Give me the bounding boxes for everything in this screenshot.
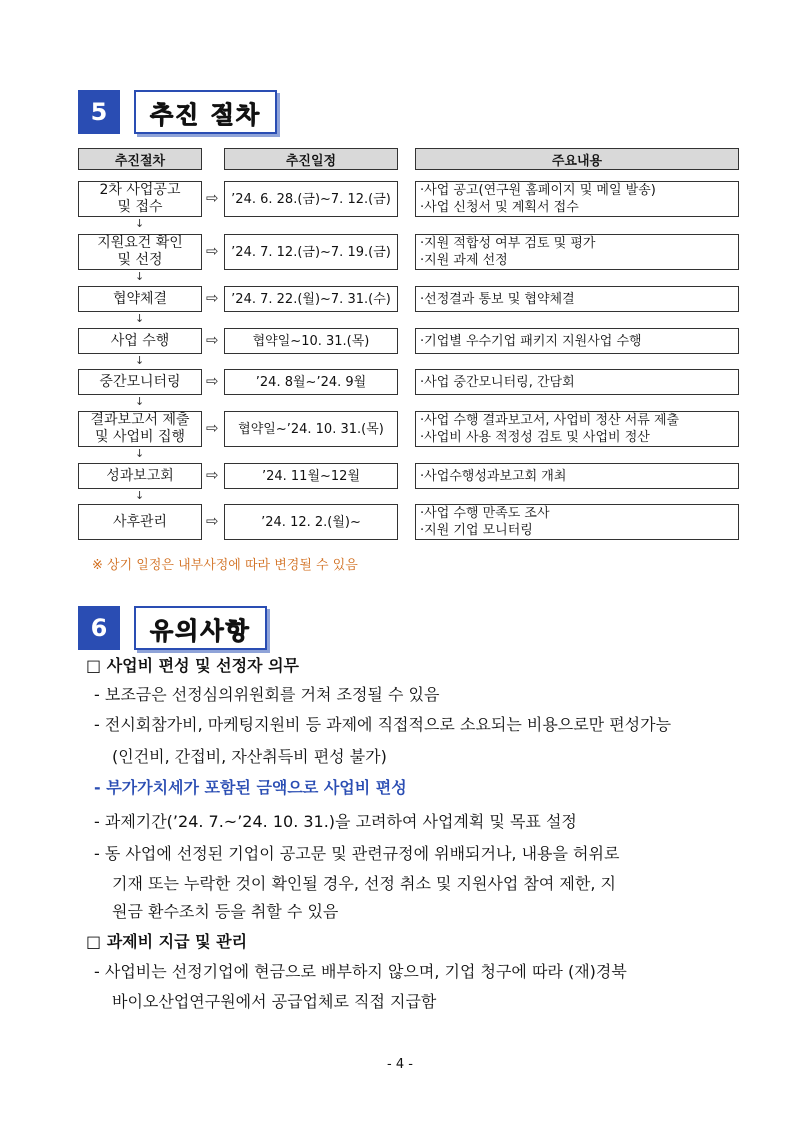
content-line: ·지원 기업 모니터링 (420, 523, 533, 538)
step-box: 2차 사업공고 및 접수 (78, 181, 202, 217)
section-title: 추진 절차 (134, 90, 277, 134)
right-arrow-icon: ⇨ (206, 419, 219, 437)
header-schedule: 추진일정 (224, 148, 398, 170)
schedule-box: ’24. 12. 2.(월)~ (224, 504, 398, 540)
content-line: ·지원 적합성 여부 검토 및 평가 (420, 236, 596, 251)
schedule-box: ’24. 7. 22.(월)~7. 31.(수) (224, 286, 398, 312)
step-box: 지원요건 확인 및 선정 (78, 234, 202, 270)
content-box (415, 286, 739, 312)
schedule-box: ’24. 11월~12월 (224, 463, 398, 489)
step-box: 성과보고회 (78, 463, 202, 489)
schedule-box: ’24. 6. 28.(금)~7. 12.(금) (224, 181, 398, 217)
content-box (415, 328, 739, 354)
down-arrow-icon: ↓ (135, 395, 145, 408)
heading-budget: □ 사업비 편성 및 선정자 의무 (86, 656, 299, 675)
text-line: 바이오산업연구원에서 공급업체로 직접 지급함 (112, 992, 437, 1011)
step-box: 사업 수행 (78, 328, 202, 354)
step-box: 결과보고서 제출 및 사업비 집행 (78, 411, 202, 447)
content-line: ·사업수행성과보고회 개최 (420, 468, 567, 484)
section-number: 5 (78, 90, 120, 134)
content-line: ·기업별 우수기업 패키지 지원사업 수행 (420, 333, 642, 349)
content-box (415, 463, 739, 489)
right-arrow-icon: ⇨ (206, 372, 219, 390)
right-arrow-icon: ⇨ (206, 466, 219, 484)
section-title: 유의사항 (134, 606, 267, 650)
section-number: 6 (78, 606, 120, 650)
step-box: 사후관리 (78, 504, 202, 540)
text-line: - 사업비는 선정기업에 현금으로 배부하지 않으며, 기업 청구에 따라 (재)경북 (94, 962, 627, 981)
content-box (415, 369, 739, 395)
schedule-box: 협약일~’24. 10. 31.(목) (224, 411, 398, 447)
right-arrow-icon: ⇨ (206, 512, 219, 530)
schedule-box: 협약일~10. 31.(목) (224, 328, 398, 354)
header-step: 추진절차 (78, 148, 202, 170)
heading-payment: □ 과제비 지급 및 관리 (86, 932, 248, 951)
section5-header (78, 90, 277, 134)
page-number: - 4 - (387, 1057, 413, 1072)
down-arrow-icon: ↓ (135, 217, 145, 230)
text-line: 원금 환수조치 등을 취할 수 있음 (112, 902, 339, 921)
text-line: - 보조금은 선정심의위원회를 거쳐 조정될 수 있음 (94, 685, 440, 704)
text-line-highlight: - 부가가치세가 포함된 금액으로 사업비 편성 (94, 778, 407, 797)
content-box (415, 411, 739, 447)
content-line: ·선정결과 통보 및 협약체결 (420, 291, 575, 307)
schedule-box: ’24. 7. 12.(금)~7. 19.(금) (224, 234, 398, 270)
step-box: 중간모니터링 (78, 369, 202, 395)
down-arrow-icon: ↓ (135, 354, 145, 367)
text-line: - 과제기간(’24. 7.~’24. 10. 31.)을 고려하여 사업계획 및 목표 설정 (94, 812, 577, 831)
schedule-box: ’24. 8월~’24. 9월 (224, 369, 398, 395)
content-line: ·사업 중간모니터링, 간담회 (420, 374, 575, 390)
content-line: ·사업 수행 만족도 조사 (420, 506, 550, 521)
right-arrow-icon: ⇨ (206, 331, 219, 349)
content-box (415, 504, 739, 540)
content-box (415, 181, 739, 217)
text-line: 기재 또는 누락한 것이 확인될 경우, 선정 취소 및 지원사업 참여 제한, 지 (112, 874, 616, 893)
down-arrow-icon: ↓ (135, 489, 145, 502)
content-line: ·지원 과제 선정 (420, 253, 508, 268)
text-line: - 동 사업에 선정된 기업이 공고문 및 관련규정에 위배되거나, 내용을 허위로 (94, 844, 620, 863)
right-arrow-icon: ⇨ (206, 289, 219, 307)
text-line: (인건비, 간접비, 자산취득비 편성 불가) (112, 747, 387, 766)
content-line: ·사업 신청서 및 계획서 접수 (420, 200, 579, 215)
content-line: ·사업 공고(연구원 홈페이지 및 메일 발송) (420, 183, 656, 198)
content-box (415, 234, 739, 270)
text-line: - 전시회참가비, 마케팅지원비 등 과제에 직접적으로 소요되는 비용으로만 편성가능 (94, 715, 672, 734)
section6-header (78, 606, 267, 650)
down-arrow-icon: ↓ (135, 270, 145, 283)
content-line: ·사업 수행 결과보고서, 사업비 정산 서류 제출 (420, 413, 680, 428)
schedule-note: ※ 상기 일정은 내부사정에 따라 변경될 수 있음 (92, 558, 358, 573)
right-arrow-icon: ⇨ (206, 189, 219, 207)
down-arrow-icon: ↓ (135, 447, 145, 460)
down-arrow-icon: ↓ (135, 312, 145, 325)
step-box: 협약체결 (78, 286, 202, 312)
content-line: ·사업비 사용 적정성 검토 및 사업비 정산 (420, 430, 650, 445)
right-arrow-icon: ⇨ (206, 242, 219, 260)
header-content: 주요내용 (415, 148, 739, 170)
